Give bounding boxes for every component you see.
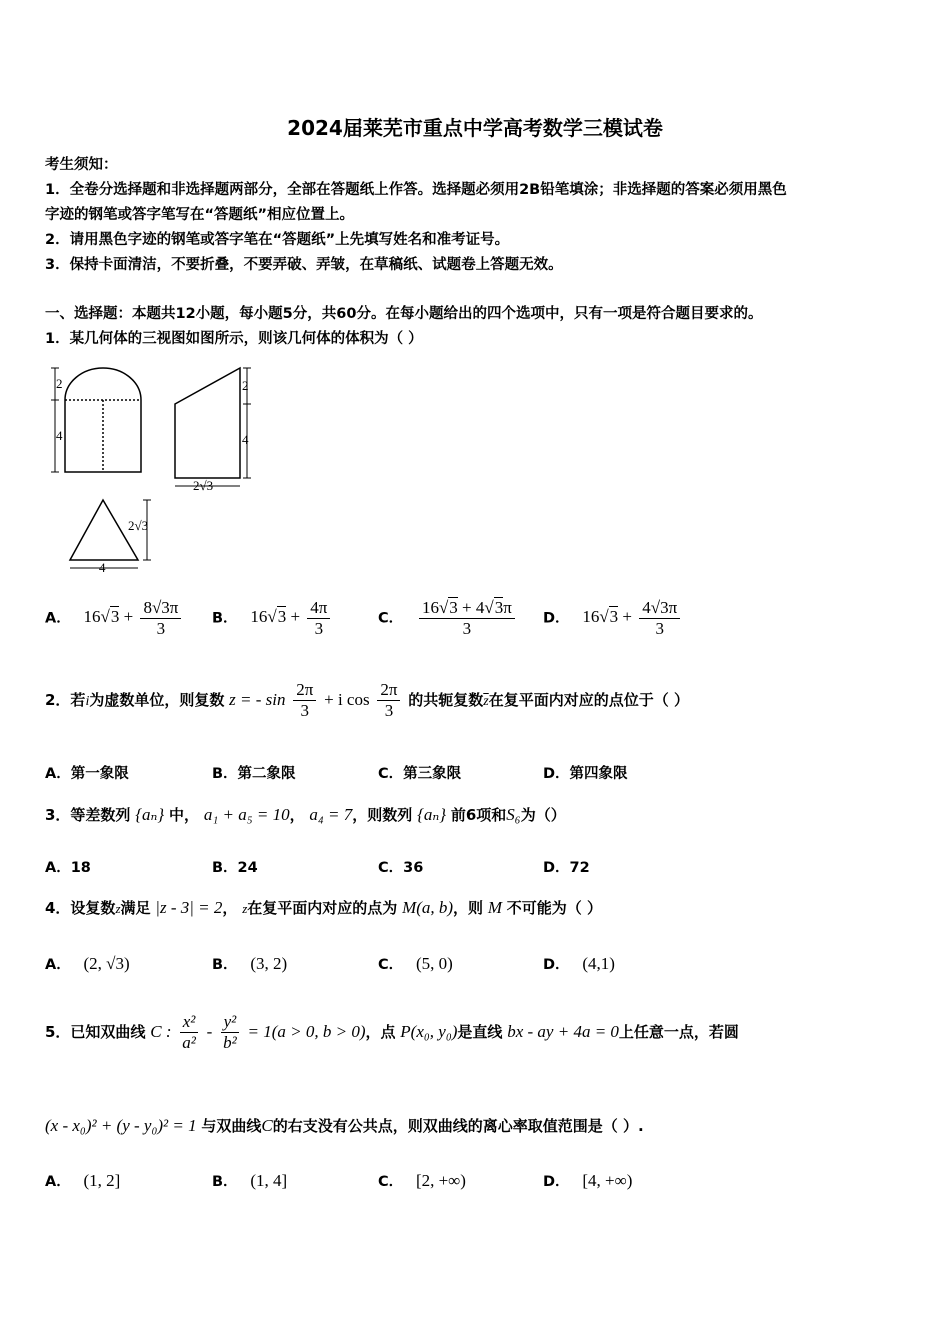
q5-x2: x² bbox=[180, 1012, 199, 1033]
q1-option-d-den: 3 bbox=[655, 619, 664, 638]
q1-option-c-label: C． bbox=[378, 610, 404, 627]
q4-stem-e: ，则 bbox=[453, 899, 484, 917]
q3-stem bbox=[45, 804, 566, 825]
q5-line: bx - ay + 4a = 0 bbox=[507, 1022, 619, 1041]
q5-option-c-label: C． bbox=[378, 1174, 404, 1190]
side-dim-top: 2 bbox=[242, 378, 249, 393]
q4-option-c-value: (5, 0) bbox=[415, 954, 453, 973]
q3-option-d[interactable]: D．72 bbox=[543, 860, 590, 876]
q4-option-c[interactable] bbox=[378, 953, 453, 974]
side-dim-bottom: 2√3 bbox=[193, 478, 214, 493]
side-view bbox=[175, 368, 251, 486]
q1-option-b-int: 16 bbox=[250, 607, 268, 627]
q2-frac-num-2: 2π bbox=[377, 680, 400, 701]
q4-m: M bbox=[487, 898, 503, 917]
q5-y2: y² bbox=[221, 1012, 240, 1033]
q1-option-b-label: B． bbox=[212, 610, 238, 627]
q5-b2: b² bbox=[223, 1033, 237, 1052]
q1-option-c[interactable]: C． $\frac{16√3 + 4√3\pi}{3}$ bbox=[378, 598, 518, 639]
q1-option-b[interactable]: B． 16√3 + $\frac{4\pi}{3}$ bbox=[212, 598, 333, 639]
q5-option-a-value: (1, 2] bbox=[83, 1171, 121, 1190]
q4-option-c-label: C． bbox=[378, 957, 404, 973]
q3-stem-c: ，则数列 bbox=[352, 806, 413, 824]
q1-option-d[interactable]: D． 16√3 + $\frac{4√3\pi}{3}$ bbox=[543, 598, 683, 639]
q3-s6: S₆ bbox=[506, 805, 521, 824]
q2-zbar: $\overline{z}$ bbox=[483, 694, 489, 709]
q1-option-a-rad: 3 bbox=[110, 607, 120, 627]
three-view-figure bbox=[45, 360, 265, 575]
q4-option-b-label: B． bbox=[212, 957, 238, 973]
notice-heading: 考生须知： bbox=[45, 157, 118, 173]
q2-stem bbox=[45, 680, 689, 721]
q3-an-1: {aₙ} bbox=[135, 805, 165, 824]
q4-m-ab: M(a, b) bbox=[402, 898, 454, 917]
q1-option-b-op: + bbox=[290, 607, 301, 627]
q4-option-b-value: (3, 2) bbox=[250, 954, 288, 973]
q2-option-d[interactable]: D．第四象限 bbox=[543, 766, 628, 782]
notice-line-1a: 1．全卷分选择题和非选择题两部分，全部在答题纸上作答。选择题必须用2B铅笔填涂；非选择题的答案必须用黑色 bbox=[45, 182, 787, 198]
q2-option-a[interactable]: A．第一象限 bbox=[45, 766, 129, 782]
q3-option-b[interactable]: B．24 bbox=[212, 860, 258, 876]
q4-stem-b: 满足 bbox=[120, 899, 151, 917]
q1-option-d-rad: 3 bbox=[609, 607, 619, 627]
q3-an-2: {aₙ} bbox=[417, 805, 447, 824]
q4-option-d-value: (4,1) bbox=[582, 954, 615, 973]
q5-option-a-label: A． bbox=[45, 1174, 71, 1190]
q5-option-b-value: (1, 4] bbox=[250, 1171, 288, 1190]
notice-line-3: 3．保持卡面清洁，不要折叠，不要弄破、弄皱，在草稿纸、试题卷上答题无效。 bbox=[45, 257, 563, 273]
q1-option-c-op: + bbox=[462, 598, 472, 617]
q1-option-c-den: 3 bbox=[462, 619, 472, 638]
notice-line-1b: 字迹的钢笔或答字笔写在“答题纸”相应位置上。 bbox=[45, 207, 355, 223]
q5-minus: - bbox=[206, 1022, 213, 1041]
q1-option-a[interactable]: A． 16√3 + $\frac{8√3\pi}{3}$ bbox=[45, 598, 184, 639]
q5-stem-b: ，点 bbox=[365, 1023, 396, 1041]
q4-z-1: z bbox=[115, 901, 121, 916]
q5-stem-a: 5．已知双曲线 bbox=[45, 1023, 146, 1041]
q5-option-b[interactable] bbox=[212, 1170, 287, 1191]
q5-eq-cond: = 1(a > 0, b > 0) bbox=[247, 1022, 366, 1041]
q2-option-c[interactable]: C．第三象限 bbox=[378, 766, 462, 782]
q4-stem-a: 4．设复数 bbox=[45, 899, 116, 917]
q4-option-d[interactable] bbox=[543, 953, 615, 974]
q1-option-b-num: 4π bbox=[307, 598, 330, 619]
q5-point: P(x₀, y₀) bbox=[400, 1022, 458, 1041]
q5-stem-line-2 bbox=[45, 1115, 644, 1136]
front-dim-top: 2 bbox=[56, 376, 63, 391]
q2-stem-b: 为虚数单位，则复数 bbox=[89, 691, 225, 709]
q1-option-a-label: A． bbox=[45, 610, 71, 627]
q3-comma: ， bbox=[289, 806, 305, 824]
q1-option-a-int: 16 bbox=[83, 607, 101, 627]
q2-i: i bbox=[85, 694, 90, 709]
q5-option-c[interactable] bbox=[378, 1170, 466, 1191]
q4-option-b[interactable] bbox=[212, 953, 287, 974]
q3-stem-b: 中， bbox=[169, 806, 200, 824]
q4-option-d-label: D． bbox=[543, 957, 570, 973]
q5-option-b-label: B． bbox=[212, 1174, 238, 1190]
q1-option-d-int: 16 bbox=[582, 607, 600, 627]
q1-option-d-num: 4√3π bbox=[639, 598, 680, 619]
q1-stem: 1．某几何体的三视图如图所示，则该几何体的体积为（ ） bbox=[45, 331, 423, 347]
q4-stem-d: 在复平面内对应的点为 bbox=[247, 899, 398, 917]
q1-option-c-num-a: 16 bbox=[421, 598, 439, 617]
q5-option-c-value: [2, +∞) bbox=[415, 1171, 466, 1190]
q5-stem-c: 是直线 bbox=[457, 1023, 503, 1041]
q1-option-c-num-b: 4 bbox=[475, 598, 485, 617]
section-heading: 一、选择题：本题共12小题，每小题5分，共60分。在每小题给出的四个选项中，只有一项是符合题目要求的。 bbox=[45, 306, 763, 322]
q3-cond-1: a₁ + a₅ = 10 bbox=[203, 805, 290, 824]
q4-option-a-value: (2, √3) bbox=[83, 954, 130, 973]
top-dim-base: 4 bbox=[99, 560, 106, 575]
q1-option-c-rad-a: 3 bbox=[449, 598, 458, 617]
top-view bbox=[70, 500, 151, 568]
q2-frac-den-2: 3 bbox=[384, 701, 394, 720]
q1-option-a-op: + bbox=[123, 607, 134, 627]
q5-stem-line-1 bbox=[45, 1012, 739, 1053]
q3-stem-e: 为（） bbox=[520, 806, 566, 824]
q4-stem-c: ， bbox=[222, 899, 238, 917]
front-dim-side: 4 bbox=[56, 428, 63, 443]
q2-option-b[interactable]: B．第二象限 bbox=[212, 766, 296, 782]
notice-line-2: 2．请用黑色字迹的钢笔或答字笔在“答题纸”上先填写姓名和准考证号。 bbox=[45, 232, 510, 248]
top-dim-height: 2√3 bbox=[128, 518, 149, 533]
q2-z-eq: z = - sin bbox=[229, 690, 286, 709]
q2-stem-d: 在复平面内对应的点位于（ ） bbox=[488, 691, 689, 709]
q2-plus-icos: + i cos bbox=[324, 690, 370, 709]
q4-option-a-label: A． bbox=[45, 957, 71, 973]
q5-option-d-value: [4, +∞) bbox=[582, 1171, 633, 1190]
q5-c: C bbox=[261, 1116, 273, 1135]
q2-stem-c: 的共轭复数 bbox=[408, 691, 484, 709]
q1-option-d-label: D． bbox=[543, 610, 570, 627]
front-view bbox=[51, 368, 141, 472]
q5-a2: a² bbox=[182, 1033, 196, 1052]
q5-stem-e: 与双曲线 bbox=[201, 1117, 262, 1135]
q1-option-a-num: 8√3π bbox=[140, 598, 181, 619]
q1-option-c-rad-b: 3 bbox=[494, 598, 504, 617]
q4-stem bbox=[45, 897, 602, 918]
q3-option-a[interactable]: A．18 bbox=[45, 860, 91, 876]
q4-option-a[interactable] bbox=[45, 953, 130, 974]
q3-option-c[interactable]: C．36 bbox=[378, 860, 424, 876]
q1-option-c-pi: π bbox=[503, 598, 512, 617]
q5-circle: (x - x₀)² + (y - y₀)² = 1 bbox=[45, 1116, 197, 1135]
q3-cond-2: a₄ = 7 bbox=[309, 805, 353, 824]
q3-stem-a: 3．等差数列 bbox=[45, 806, 131, 824]
q5-hyper-c: C : bbox=[150, 1022, 172, 1041]
q5-stem-d: 上任意一点，若圆 bbox=[618, 1023, 739, 1041]
page-title: 2024届莱芜市重点中学高考数学三模试卷 bbox=[287, 116, 663, 140]
q4-stem-f: 不可能为（ ） bbox=[506, 899, 603, 917]
q3-stem-d: 前6项和 bbox=[450, 806, 507, 824]
q5-stem-f: 的右支没有公共点，则双曲线的离心率取值范围是（ ）. bbox=[272, 1117, 644, 1135]
side-dim-right: 4 bbox=[242, 432, 249, 447]
q4-z-2: z bbox=[242, 901, 248, 916]
q5-option-d[interactable] bbox=[543, 1170, 632, 1191]
q5-option-a[interactable] bbox=[45, 1170, 120, 1191]
q2-frac-den-1: 3 bbox=[300, 701, 310, 720]
q1-option-b-den: 3 bbox=[314, 619, 324, 638]
q1-option-a-den: 3 bbox=[156, 619, 166, 638]
q2-stem-a: 2．若 bbox=[45, 691, 86, 709]
q5-option-d-label: D． bbox=[543, 1174, 570, 1190]
q2-frac-num-1: 2π bbox=[293, 680, 316, 701]
q1-option-b-rad: 3 bbox=[277, 607, 287, 627]
q1-option-d-op: + bbox=[622, 607, 633, 627]
q4-cond: |z - 3| = 2 bbox=[155, 898, 223, 917]
